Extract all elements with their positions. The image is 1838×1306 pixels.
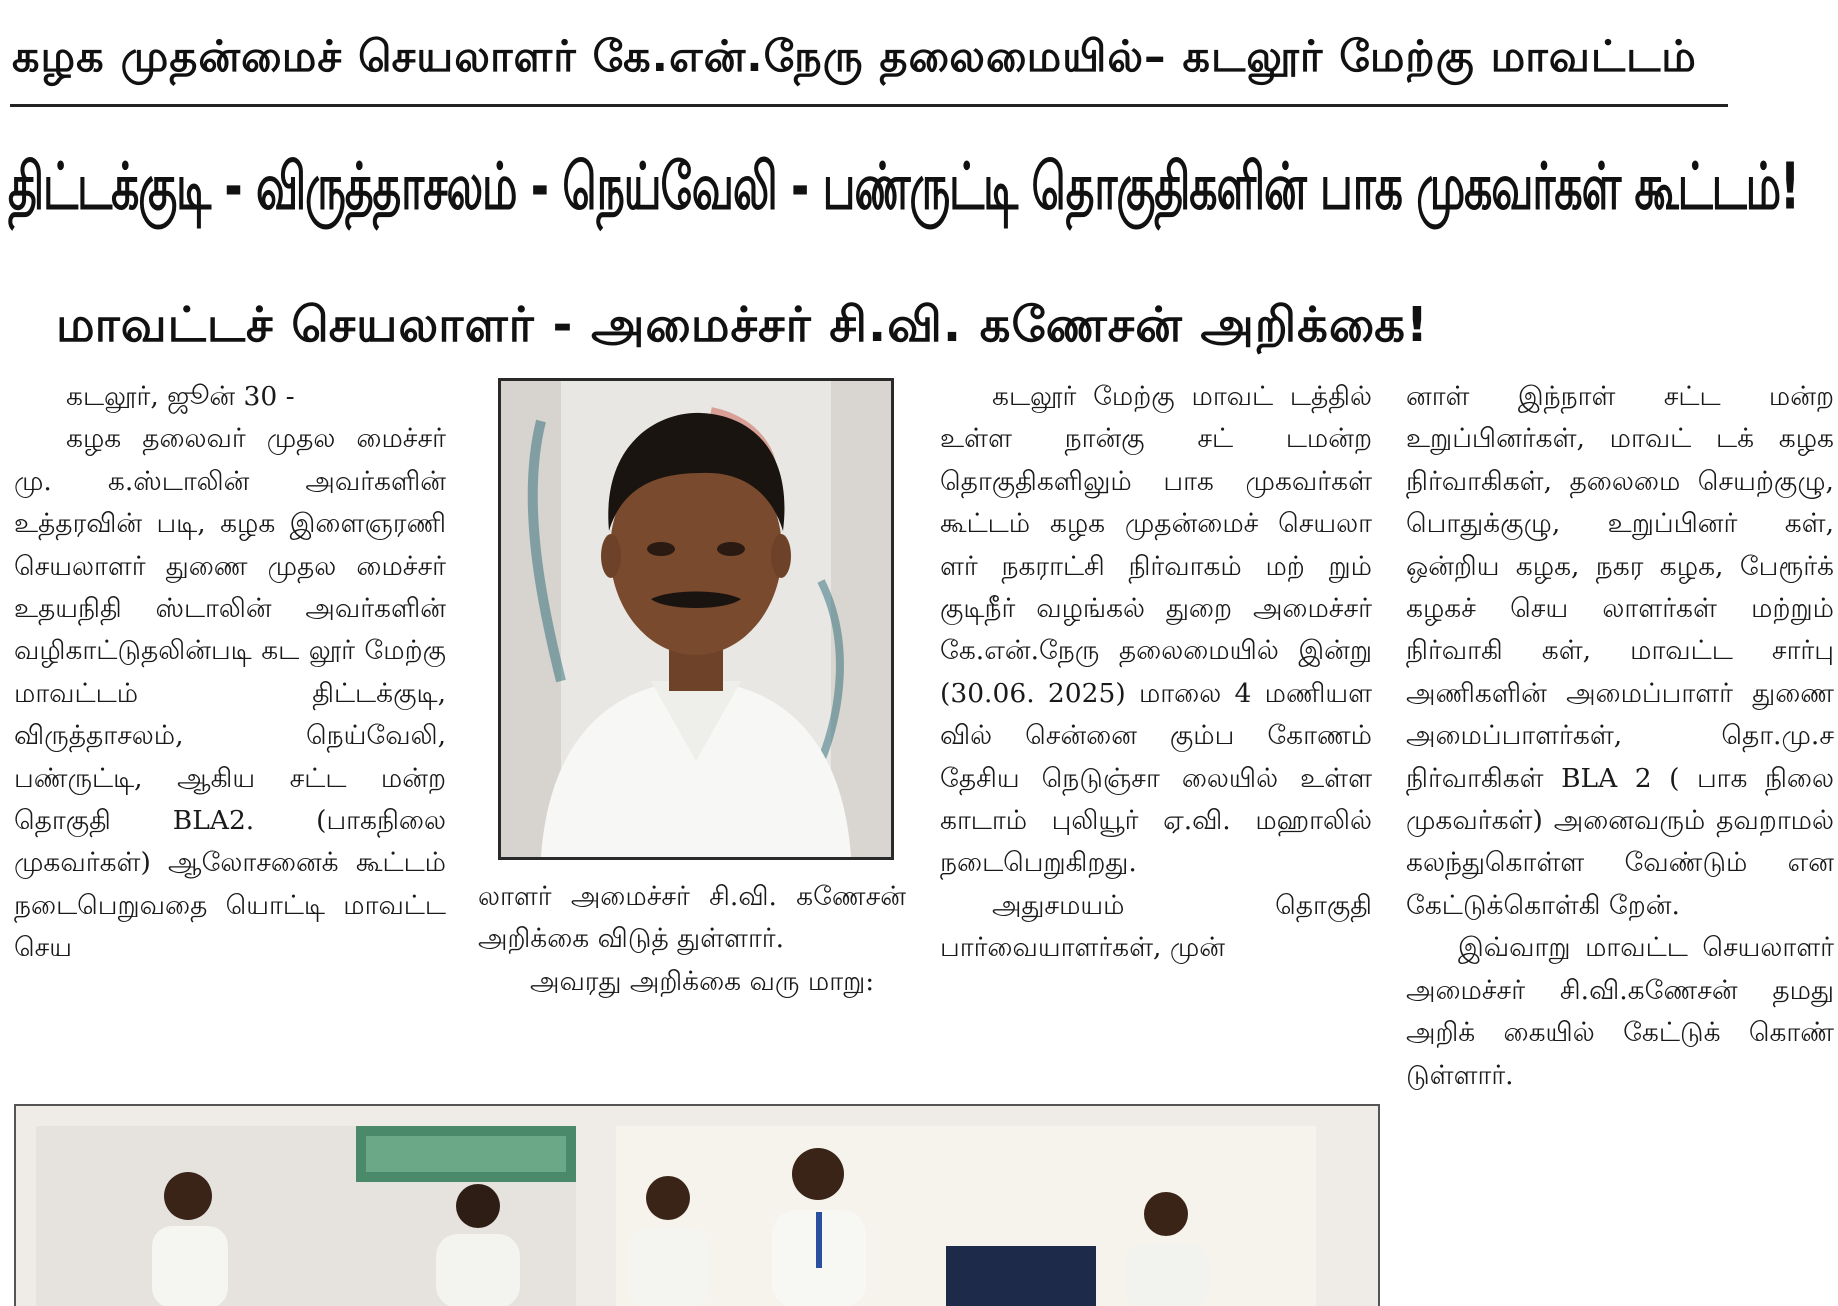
portrait-image <box>501 381 891 857</box>
article-column-3 <box>940 376 1372 1098</box>
paragraph: அதுசமயம் தொகுதி பார்வையாளர்கள், முன் <box>940 889 1372 964</box>
subheadline: மாவட்டச் செயலாளர் - அமைச்சர் சி.வி. கணேசன் அறிக்கை! <box>56 297 1429 353</box>
group-photo-image <box>16 1106 1378 1306</box>
kicker-line: கழக முதன்மைச் செயலாளர் கே.என்.நேரு தலைமையில்– கடலூர் மேற்கு மாவட்டம் <box>12 32 1697 82</box>
paragraph: அவரது அறிக்கை வரு மாறு: <box>530 965 875 997</box>
paragraph: இவ்வாறு மாவட்ட செயலாளர் அமைச்சர் சி.வி.கணேசன் தமது அறிக் கையில் கேட்டுக் கொண் டுள்ளார். <box>1406 932 1834 1091</box>
paragraph: கடலூர் மேற்கு மாவட் டத்தில் உள்ள நான்கு சட் டமன்ற தொகுதிகளிலும் பாக முகவர்கள் கூட்டம் கழக முதன்மைச் செயலா ளர் நகராட்சி நிர்வாகம் மற் றும் குடிநீர் வழங்கல் துறை அமைச்சர் கே.என்.நேரு தலைமையில் இன்று (30.06. 2025) மாலை 4 மணியள வில் சென்னை கும்ப கோணம் தேசிய நெடுஞ்சா லையில் உள்ள காடாம் புலியூர் ஏ.வி. மஹாலில் நடைபெறுகிறது. <box>940 381 1372 879</box>
paragraph: னாள் இந்நாள் சட்ட மன்ற உறுப்பினர்கள், மாவட் டக் கழக நிர்வாகிகள், தலைமை செயற்குழு, பொதுக்குழு, உறுப்பினர் கள், ஒன்றிய கழக, நகர கழக, பேரூர்க் கழகச் செய லாளர்கள் மற்றும் நிர்வாகி கள், மாவட்ட சார்பு அணிகளின் அமைப்பாளர் துணை அமைப்பாளர்கள், தொ.மு.ச நிர்வாகிகள் BLA 2 ( பாக நிலை முகவர்கள்) அனைவரும் தவறாமல் கலந்துகொள்ள வேண்டும் என கேட்டுக்கொள்கி றேன். <box>1406 381 1834 921</box>
dateline: கடலூர், ஜூன் 30 - <box>66 381 295 412</box>
article-column-1 <box>14 376 446 1098</box>
paragraph: கழக தலைவர் முதல மைச்சர் மு. க.ஸ்டாலின் அவர்களின் உத்தரவின் படி, கழக இளைஞரணி செயலாளர் துணை முதல மைச்சர் உதயநிதி ஸ்டாலின் அவர்களின் வழிகாட்டுதலின்படி கட லூர் மேற்கு மாவட்டம் திட்டக்குடி, விருத்தாசலம், நெய்வேலி, பண்ருட்டி, ஆகிய சட்ட மன்ற தொகுதி BLA2. (பாகநிலை முகவர்கள்) ஆலோசனைக் கூட்டம் நடைபெறுவதை யொட்டி மாவட்ட செய <box>14 423 446 964</box>
article-column-4 <box>1406 376 1834 1294</box>
article-column-2 <box>478 876 906 1096</box>
headline: திட்டக்குடி - விருத்தாசலம் - நெய்வேலி - பண்ருட்டி தொகுதிகளின் பாக முகவர்கள் கூட்டம்! <box>8 150 1800 225</box>
portrait-photo <box>498 378 894 860</box>
group-photo <box>14 1104 1380 1306</box>
paragraph: லாளர் அமைச்சர் சி.வி. கணேசன் அறிக்கை விடுத் துள்ளார். <box>478 881 906 955</box>
